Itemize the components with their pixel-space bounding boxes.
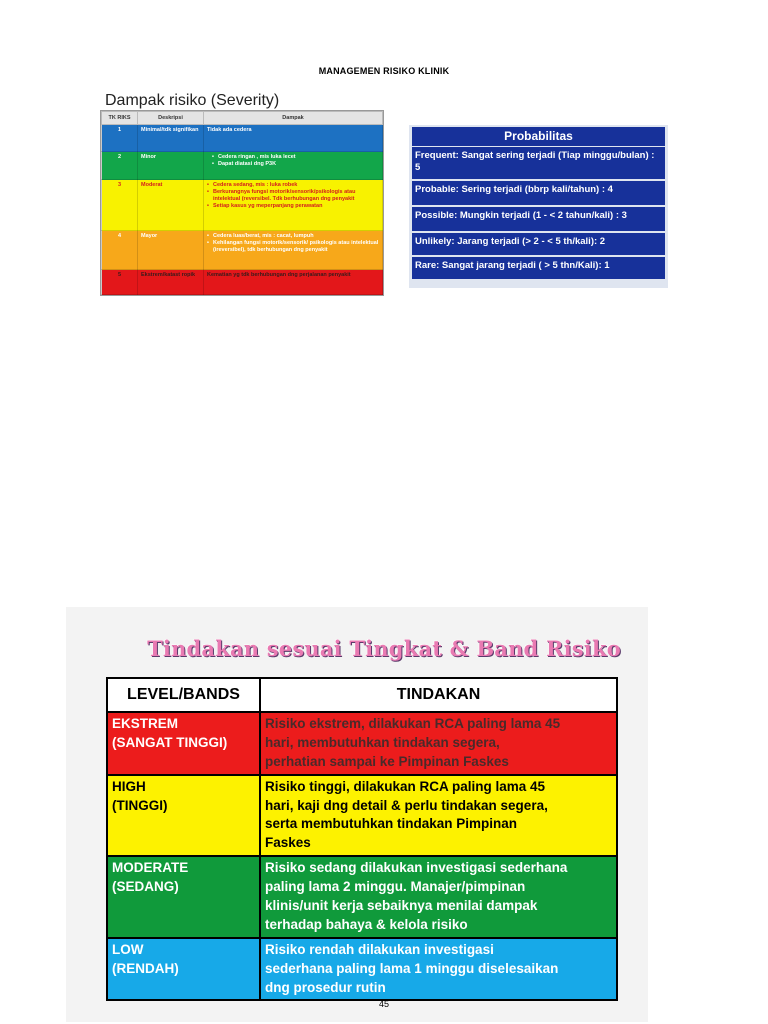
- severity-impact-item: • Cedera sedang, mis : luka robek: [207, 182, 379, 189]
- band-action: [260, 856, 617, 938]
- band-action-line: hari, membutuhkan tindakan segera,: [265, 734, 500, 750]
- severity-impact-list: [207, 154, 379, 168]
- band-label: EKSTREM: [112, 716, 179, 731]
- action-col-bands: LEVEL/BANDS: [107, 678, 260, 712]
- probability-row-unlikely: Unlikely: Jarang terjadi (> 2 - < 5 th/kali): 2: [412, 233, 665, 255]
- band-sublabel: (SANGAT TINGGI): [112, 734, 228, 750]
- band-action-line: perhatian sampai ke Pimpinan Faskes: [265, 753, 509, 769]
- severity-row: [102, 270, 383, 295]
- severity-impact-item: • Setiap kasus yg meperpanjang perawatan: [207, 203, 379, 210]
- band-label: HIGH: [112, 778, 146, 794]
- probability-row-probable: Probable: Sering terjadi (bbrp kali/tahun) : 4: [412, 181, 665, 205]
- band-label: LOW: [112, 941, 144, 957]
- severity-col-desc: Deskripsi: [138, 112, 204, 125]
- probability-row-frequent: Frequent: Sangat sering terjadi (Tiap minggu/bulan) : 5: [412, 147, 665, 179]
- band-action: [260, 775, 617, 857]
- severity-header-row: [102, 112, 383, 125]
- severity-row: [102, 231, 383, 270]
- severity-impact: Tidak ada cedera: [204, 125, 383, 152]
- severity-impact: [204, 180, 383, 231]
- band-action-line: Faskes: [265, 835, 311, 851]
- band-action-line: serta membutuhkan tindakan Pimpinan: [265, 816, 518, 832]
- action-row-low: [107, 938, 617, 1001]
- band-name: [107, 856, 260, 938]
- severity-impact-list: [207, 182, 379, 210]
- band-action-line: sederhana paling lama 1 minggu diselesaikan: [265, 960, 559, 976]
- severity-impact-item: • Cedera luas/berat, mis : cacat, lumpuh: [207, 233, 379, 240]
- severity-impact-item: • Dapat diatasi dng P3K: [212, 161, 379, 168]
- severity-impact: Kematian yg tdk berhubungan dng perjalanan penyakit: [204, 270, 383, 295]
- band-label: MODERATE: [112, 860, 189, 876]
- severity-level: 2: [102, 152, 138, 180]
- severity-table-container: [100, 110, 384, 296]
- severity-title: Dampak risiko (Severity): [105, 92, 280, 109]
- action-title: Tindakan sesuai Tingkat & Band Risiko: [147, 636, 621, 661]
- band-action-line: dng prosedur rutin: [265, 979, 386, 995]
- band-name: [107, 712, 260, 775]
- band-action-line: Risiko tinggi, dilakukan RCA paling lama 45: [265, 778, 546, 794]
- probability-title: Probabilitas: [412, 127, 665, 146]
- severity-desc: Ekstrem/katast ropik: [138, 270, 204, 295]
- severity-desc: Minor: [138, 152, 204, 180]
- band-action-line: hari, kaji dng detail & perlu tindakan segera,: [265, 797, 548, 813]
- band-action-line: Risiko rendah dilakukan investigasi: [265, 941, 494, 957]
- severity-impact: [204, 231, 383, 270]
- severity-col-level: TK RIKS: [102, 112, 138, 125]
- severity-impact-item: • Cedera ringan , mis luka lecet: [212, 154, 379, 161]
- action-row-moderate: [107, 856, 617, 938]
- band-action-line: Risiko sedang dilakukan investigasi sederhana: [265, 860, 568, 876]
- severity-impact: [204, 152, 383, 180]
- band-sublabel: (RENDAH): [112, 960, 179, 976]
- band-action: [260, 712, 617, 775]
- band-name: [107, 775, 260, 857]
- band-action: [260, 938, 617, 1001]
- probability-row-rare: Rare: Sangat jarang terjadi ( > 5 thn/Kali): 1: [412, 257, 665, 279]
- severity-table: [101, 111, 383, 295]
- band-sublabel: (SEDANG): [112, 879, 179, 895]
- band-action-line: terhadap bahaya & kelola risiko: [265, 916, 468, 932]
- severity-impact-item: • Berkurangnya fungsi motorik/sensorik/psikologis atau intelektual (reversibel. Tdk berhubungan dng penyakit: [207, 189, 379, 203]
- band-sublabel: (TINGGI): [112, 797, 168, 813]
- action-row-high: [107, 775, 617, 857]
- severity-level: 1: [102, 125, 138, 152]
- severity-desc: Moderat: [138, 180, 204, 231]
- action-col-tindakan: TINDAKAN: [260, 678, 617, 712]
- severity-desc: Mayor: [138, 231, 204, 270]
- page-header-title: MANAGEMEN RISIKO KLINIK: [318, 66, 450, 76]
- severity-level: 5: [102, 270, 138, 295]
- band-name: [107, 938, 260, 1001]
- band-action-line: paling lama 2 minggu. Manajer/pimpinan: [265, 879, 526, 895]
- severity-desc: Minimal/tdk signifikan: [138, 125, 204, 152]
- severity-impact-list: [207, 233, 379, 254]
- band-action-line: klinis/unit kerja sebaiknya menilai dampak: [265, 898, 538, 914]
- band-action-line: Risiko ekstrem, dilakukan RCA paling lama 45: [265, 716, 561, 731]
- severity-level: 3: [102, 180, 138, 231]
- severity-impact-item: • Kehilangan fungsi motorik/sensorik/ psikologis atau intelektual (ireversibel), tdk berhubungan dng penyakit: [207, 240, 379, 254]
- page-number: 45: [378, 999, 389, 1009]
- severity-row: [102, 180, 383, 231]
- severity-row: [102, 152, 383, 180]
- action-table: [106, 677, 618, 1001]
- action-row-ekstrem: [107, 712, 617, 775]
- action-header-row: [107, 678, 617, 712]
- probability-table: [409, 125, 668, 288]
- severity-row: [102, 125, 383, 152]
- severity-col-impact: Dampak: [204, 112, 383, 125]
- severity-level: 4: [102, 231, 138, 270]
- probability-row-possible: Possible: Mungkin terjadi (1 - < 2 tahun/kali) : 3: [412, 207, 665, 231]
